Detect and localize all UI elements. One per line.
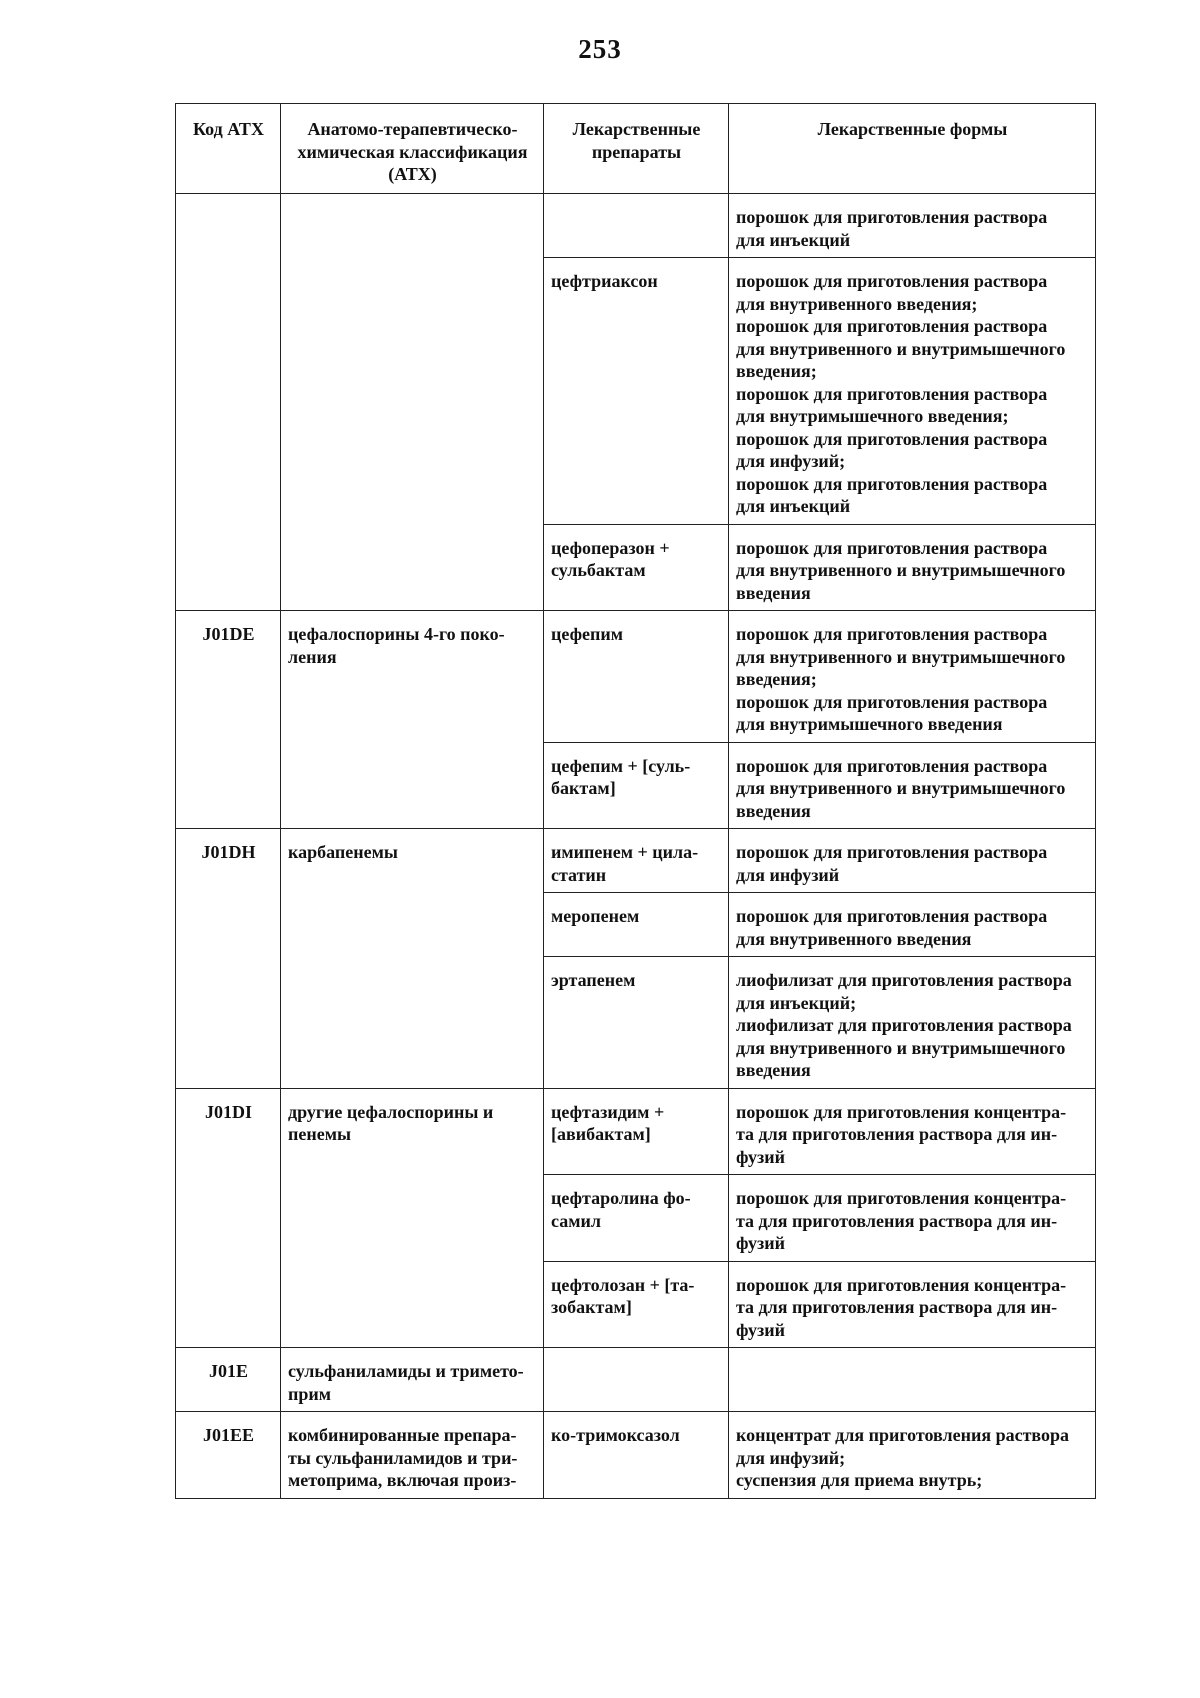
header-code: Код ATX [176, 104, 281, 194]
drug-cell [544, 258, 729, 525]
forms-cell-line: фузий [736, 1146, 785, 1167]
table-row [176, 194, 1096, 258]
drug-cell-line: статин [551, 864, 607, 885]
drug-cell-line: сульбактам [551, 560, 646, 580]
drug-cell-line: цефтаролина фо- [551, 1188, 691, 1208]
forms-cell-line: концентрат для приготовления раствора [736, 1425, 1070, 1445]
drug-cell-line: имипенем + цила- [551, 842, 699, 862]
drug-cell [544, 524, 729, 611]
classification-cell [281, 194, 544, 611]
forms-cell-line: порошок для приготовления раствора [736, 624, 1048, 644]
forms-cell-line: порошок для приготовления раствора [736, 207, 1048, 227]
table-row [176, 1412, 1096, 1499]
classification-cell-line: метоприма, включая произ- [288, 1470, 517, 1490]
atc-code-cell: J01DH [176, 829, 281, 1089]
classification-cell [281, 829, 544, 1089]
forms-cell [729, 893, 1096, 957]
drug-cell-line: цефтолозан + [та- [551, 1274, 695, 1295]
forms-cell-line: для инфузий; [736, 1447, 846, 1468]
drug-cell [544, 1088, 729, 1175]
atc-code-cell: J01DE [176, 611, 281, 829]
forms-cell-line: порошок для приготовления раствора [736, 906, 1048, 926]
drug-cell-line: ко-тримоксазол [551, 1425, 680, 1445]
header-drugs [544, 104, 729, 194]
forms-cell-line: введения [736, 582, 811, 603]
forms-cell [729, 829, 1096, 893]
forms-cell [729, 611, 1096, 743]
forms-cell-line: для инфузий; [736, 451, 846, 471]
forms-cell-line: лиофилизат для приготовления раствора [736, 970, 1072, 990]
atc-code-cell: J01DI [176, 1088, 281, 1348]
forms-cell [729, 1348, 1096, 1412]
classification-cell-line: карбапенемы [288, 842, 398, 862]
forms-cell-line: порошок для приготовления раствора [736, 755, 1048, 776]
drug-cell [544, 1412, 729, 1499]
forms-cell-line: для внутримышечного введения; [736, 406, 1009, 426]
drug-cell [544, 957, 729, 1089]
header-drugs-line: Лекарственные [572, 119, 701, 139]
drug-cell [544, 1261, 729, 1348]
forms-cell-line: фузий [736, 1319, 785, 1340]
forms-cell-line: введения [736, 1060, 811, 1080]
drug-cell-line: цефтазидим + [551, 1101, 665, 1122]
forms-cell-line: введения [736, 800, 811, 821]
drug-cell [544, 742, 729, 829]
forms-cell-line: порошок для приготовления раствора [736, 428, 1048, 449]
table-row [176, 611, 1096, 743]
forms-cell [729, 1261, 1096, 1348]
forms-cell-line: для инъекций [736, 229, 851, 250]
drug-cell [544, 1348, 729, 1412]
table-row [176, 1088, 1096, 1175]
forms-cell-line: введения; [736, 361, 817, 381]
forms-cell-line: для внутримышечного введения [736, 714, 1003, 734]
table-body [176, 194, 1096, 1499]
classification-cell-line: цефалоспорины 4-го поко- [288, 624, 505, 644]
forms-cell-line: для внутривенного и внутримышечного [736, 1037, 1066, 1058]
drug-cell-line: цефоперазон + [551, 537, 670, 558]
forms-cell-line: порошок для приготовления раствора [736, 691, 1048, 712]
forms-cell-line: для инъекций [736, 496, 851, 516]
forms-cell [729, 1412, 1096, 1499]
forms-cell-line: для внутривенного и внутримышечного [736, 338, 1066, 359]
drug-cell [544, 893, 729, 957]
drug-cell-line: меропенем [551, 906, 640, 926]
atc-code-cell [176, 194, 281, 611]
forms-cell [729, 194, 1096, 258]
forms-cell-line: порошок для приготовления раствора [736, 473, 1048, 494]
header-classification-line: (АТХ) [388, 164, 437, 184]
drug-cell-line: цефепим + [суль- [551, 755, 691, 776]
forms-cell [729, 524, 1096, 611]
header-classification-line: Анатомо-терапевтическо- [307, 119, 518, 139]
forms-cell-line: та для приготовления раствора для ин- [736, 1210, 1058, 1231]
classification-cell-line: прим [288, 1383, 332, 1404]
drug-cell [544, 194, 729, 258]
forms-cell-line: введения; [736, 669, 817, 689]
classification-cell-line: ты сульфаниламидов и три- [288, 1447, 518, 1468]
forms-cell-line: для внутривенного введения [736, 928, 972, 949]
forms-cell-line: порошок для приготовления раствора [736, 316, 1048, 336]
forms-cell [729, 258, 1096, 525]
header-forms: Лекарственные формы [729, 104, 1096, 194]
forms-cell-line: порошок для приготовления концентра- [736, 1274, 1067, 1295]
table-row [176, 829, 1096, 893]
header-drugs-line: препараты [591, 141, 682, 162]
forms-cell-line: лиофилизат для приготовления раствора [736, 1015, 1072, 1035]
classification-cell [281, 1348, 544, 1412]
table-header-row [176, 104, 1096, 194]
forms-cell-line: порошок для приготовления раствора [736, 271, 1048, 291]
forms-cell-line: фузий [736, 1233, 785, 1253]
forms-cell-line: для инъекций; [736, 992, 857, 1013]
forms-cell-line: порошок для приготовления концентра- [736, 1101, 1067, 1122]
forms-cell-line: для внутривенного и внутримышечного [736, 646, 1066, 667]
atc-table [175, 103, 1096, 1499]
forms-cell-line: для внутривенного и внутримышечного [736, 560, 1066, 580]
forms-cell [729, 957, 1096, 1089]
classification-cell-line: пенемы [288, 1124, 352, 1144]
forms-cell-line: та для приготовления раствора для ин- [736, 1124, 1058, 1144]
header-classification-line: химическая классификация [297, 141, 528, 162]
forms-cell-line: порошок для приготовления раствора [736, 383, 1048, 404]
drug-cell-line: цефтриаксон [551, 271, 658, 291]
classification-cell-line: комбинированные препара- [288, 1425, 517, 1445]
forms-cell-line: суспензия для приема внутрь; [736, 1470, 983, 1490]
forms-cell-line: порошок для приготовления концентра- [736, 1188, 1067, 1208]
drug-cell [544, 611, 729, 743]
drug-cell [544, 829, 729, 893]
drug-cell-line: самил [551, 1210, 601, 1231]
header-classification [281, 104, 544, 194]
table-row [176, 1348, 1096, 1412]
drug-cell-line: эртапенем [551, 970, 636, 990]
classification-cell [281, 1412, 544, 1499]
drug-cell [544, 1175, 729, 1262]
classification-cell-line: ления [288, 646, 337, 667]
forms-cell-line: для внутривенного введения; [736, 293, 978, 314]
forms-cell-line: порошок для приготовления раствора [736, 537, 1048, 558]
atc-code-cell: J01EE [176, 1412, 281, 1499]
forms-cell-line: для внутривенного и внутримышечного [736, 778, 1066, 798]
classification-cell [281, 611, 544, 829]
forms-cell [729, 742, 1096, 829]
forms-cell [729, 1175, 1096, 1262]
forms-cell-line: для инфузий [736, 864, 840, 885]
drug-cell-line: [авибактам] [551, 1124, 651, 1144]
classification-cell-line: сульфаниламиды и тримето- [288, 1361, 524, 1381]
forms-cell [729, 1088, 1096, 1175]
page-number: 253 [578, 34, 622, 64]
drug-cell-line: зобактам] [551, 1297, 632, 1317]
drug-cell-line: цефепим [551, 624, 624, 644]
forms-cell-line: порошок для приготовления раствора [736, 842, 1048, 862]
classification-cell [281, 1088, 544, 1348]
atc-code-cell: J01E [176, 1348, 281, 1412]
classification-cell-line: другие цефалоспорины и [288, 1101, 494, 1122]
forms-cell-line: та для приготовления раствора для ин- [736, 1297, 1058, 1317]
drug-cell-line: бактам] [551, 778, 616, 798]
